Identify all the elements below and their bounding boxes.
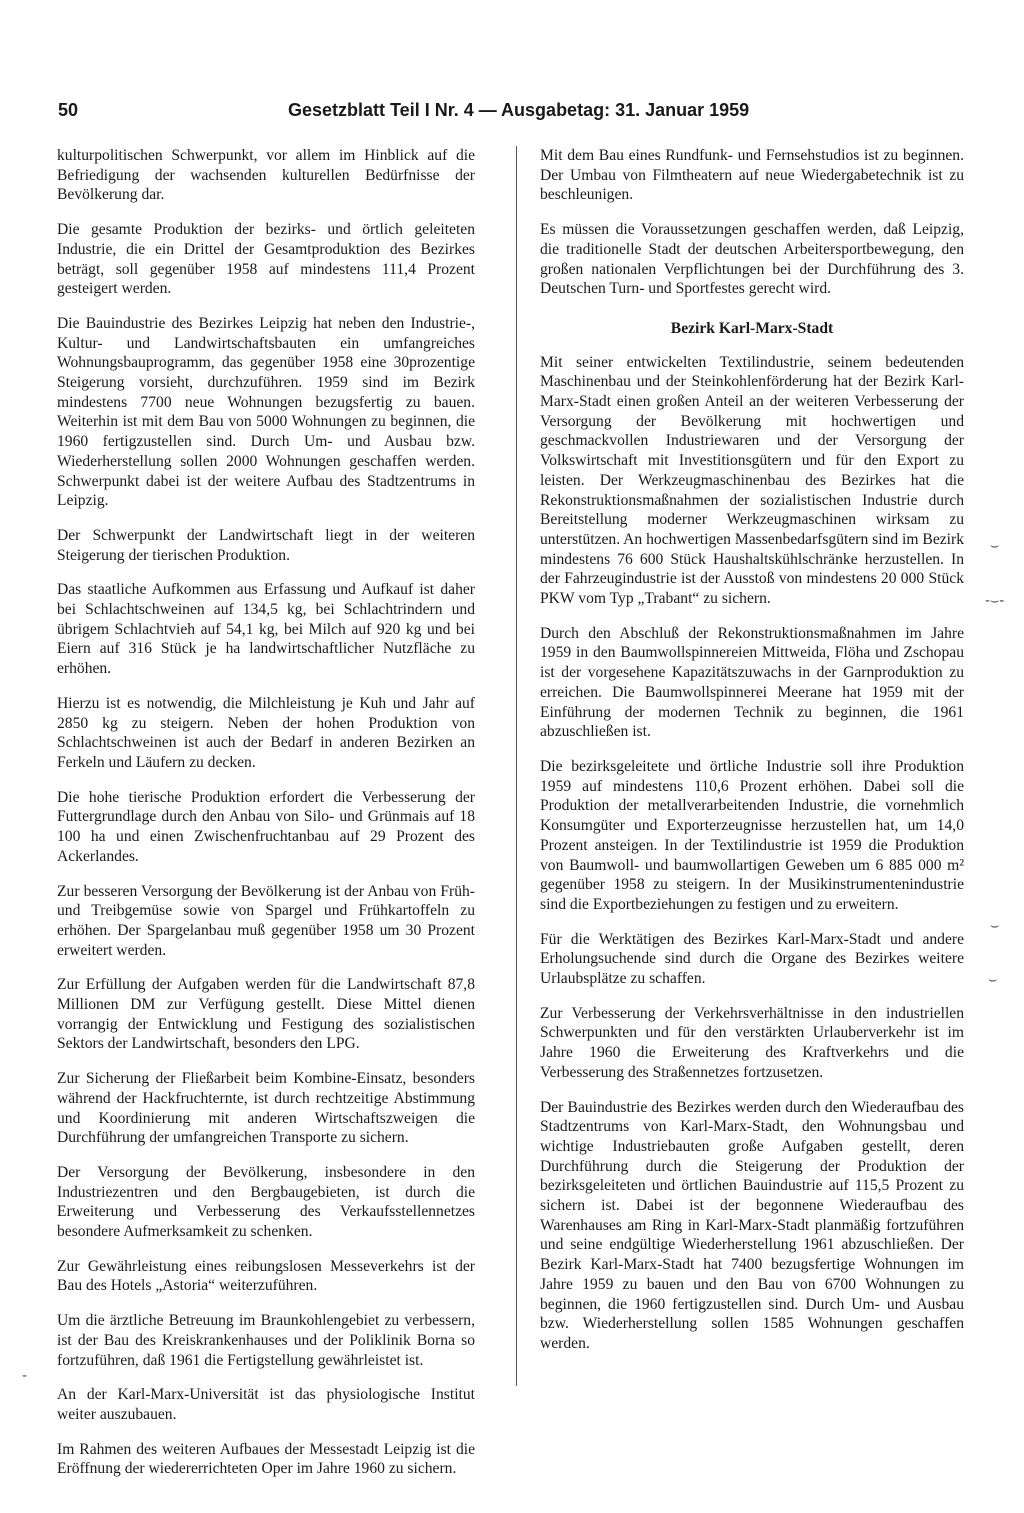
paragraph: Mit dem Bau eines Rundfunk- und Fernsehstudios ist zu beginnen. Der Umbau von Filmtheatern auf neue Wiedergabetechnik ist zu beschleunigen.: [540, 147, 964, 204]
right-column: [540, 146, 964, 1369]
paragraph: Im Rahmen des weiteren Aufbaues der Messestadt Leipzig ist die Eröffnung der wiedererrichteten Oper im Jahre 1960 zu sichern.: [57, 1440, 475, 1478]
paragraph: Es müssen die Voraussetzungen geschaffen werden, daß Leipzig, die traditionelle Stadt der deutschen Arbeitersportbewegung, den großen nationalen Verpflichtungen bei der Durchführung des 3. Deutschen Turn- und Sportfestes gerecht wird.: [540, 221, 964, 298]
column-divider: [516, 146, 517, 1386]
margin-mark: ⌣: [988, 972, 998, 988]
margin-mark: ⌣: [990, 538, 1000, 554]
margin-mark: -⌣-: [985, 593, 1005, 609]
margin-mark: -: [22, 1368, 28, 1384]
paragraph: Durch den Abschluß der Rekonstruktionsmaßnahmen im Jahre 1959 in den Baumwollspinnereien Mittweida, Flöha und Zschopau ist der vorgesehene Kapazitätszuwachs in der Garnproduktion zu erreichen. Die Baumwollspinnerei Meerane hat 1959 mit der Einführung der modernen Technik zu beginnen, die 1961 abzuschließen ist.: [540, 624, 964, 741]
section-heading: Bezirk Karl-Marx-Stadt: [670, 319, 834, 337]
page-number: 50: [58, 100, 79, 120]
paragraph: Das staatliche Aufkommen aus Erfassung und Aufkauf ist daher bei Schlachtschweinen auf 134,5 kg, bei Schlachtrindern und übrigem Schlachtvieh auf 54,1 kg, bei Milch auf 920 kg und bei Eiern auf 316 Stück je ha landwirtschaftlicher Nutzfläche zu erhöhen.: [57, 581, 475, 678]
paragraph: Der Bauindustrie des Bezirkes werden durch den Wiederaufbau des Stadtzentrums von Karl-Marx-Stadt, den Wohnungsbau und wichtige Industriebauten große Aufgaben gestellt, deren Durchführung durch die Steigerung der Produktion der bezirksgeleiteten und örtlichen Bauindustrie auf 115,5 Prozent zu sichern ist. Dabei ist der begonnene Wiederaufbau des Warenhauses am Ring in Karl-Marx-Stadt planmäßig fortzuführen und seine endgültige Wiederherstellung 1961 abzuschließen. Der Bezirk Karl-Marx-Stadt hat 7400 bezugsfertige Wohnungen im Jahre 1959 zu bauen und den Bau von 6700 Wohnungen zu beginnen, die 1960 fertigzustellen sind. Durch Um- und Ausbau bzw. Wiederherstellung sollen 1585 Wohnungen geschaffen werden.: [540, 1098, 964, 1352]
paragraph: Die Bauindustrie des Bezirkes Leipzig hat neben den Industrie-, Kultur- und Landwirtschaftsbauten ein umfangreiches Wohnungsbauprogramm, das gegenüber 1958 eine 30prozentige Steigerung vorsieht, durchzuführen. 1959 sind im Bezirk mindestens 7700 neue Wohnungen bezugsfertig zu bauen. Weiterhin ist mit dem Bau von 5000 Wohnungen zu beginnen, die 1960 fertigzustellen sind. Durch Um- und Ausbau bzw. Wiederherstellung sollen 2000 Wohnungen geschaffen werden. Schwerpunkt dabei ist der weitere Aufbau des Stadtzentrums in Leipzig.: [57, 314, 475, 510]
page-header: [58, 100, 968, 130]
paragraph: Die bezirksgeleitete und örtliche Industrie soll ihre Produktion 1959 auf mindestens 110,6 Prozent erhöhen. Dabei soll die Produktion der metallverarbeitenden Industrie, die vornehmlich Konsumgüter und Exporterzeugnisse herzustellen hat, um 14,0 Prozent ansteigen. In der Textilindustrie ist 1959 die Produktion von Baumwoll- und baumwollartigen Geweben um 6 885 000 m² gegenüber 1958 zu steigern. In der Musikinstrumentenindustrie sind die Exportbeziehungen zu festigen und zu erweitern.: [540, 757, 964, 913]
paragraph: Die gesamte Produktion der bezirks- und örtlich geleiteten Industrie, die ein Drittel der Gesamtproduktion des Bezirkes beträgt, soll gegenüber 1958 auf mindestens 111,4 Prozent gesteigert werden.: [57, 221, 475, 298]
paragraph: Die hohe tierische Produktion erfordert die Verbesserung der Futtergrundlage durch den Anbau von Silo- und Grünmais auf 18 100 ha und einen Zwischenfruchtanbau auf 29 Prozent des Ackerlandes.: [57, 788, 475, 865]
paragraph: Hierzu ist es notwendig, die Milchleistung je Kuh und Jahr auf 2850 kg zu steigern. Neben der hohen Produktion von Schlachtschweinen ist auch der Bedarf in anderen Bezirken an Ferkeln und Läufern zu decken.: [57, 694, 475, 771]
paragraph: Zur besseren Versorgung der Bevölkerung ist der Anbau von Früh- und Treibgemüse sowie von Spargel und Frühkartoffeln zu erhöhen. Der Spargelanbau muß gegenüber 1958 um 30 Prozent erweitert werden.: [57, 882, 475, 959]
paragraph: Um die ärztliche Betreuung im Braunkohlengebiet zu verbessern, ist der Bau des Kreiskrankenhauses und der Poliklinik Borna so fortzuführen, daß 1961 die Fertigstellung gewährleistet ist.: [57, 1312, 475, 1369]
paragraph: kulturpolitischen Schwerpunkt, vor allem im Hinblick auf die Befriedigung der wachsenden kulturellen Bedürfnisse der Bevölkerung dar.: [57, 147, 475, 204]
paragraph: Für die Werktätigen des Bezirkes Karl-Marx-Stadt und andere Erholungsuchende sind durch die Organe des Bezirkes weitere Urlaubsplätze zu schaffen.: [540, 930, 964, 988]
header-title: Gesetzblatt Teil I Nr. 4 — Ausgabetag: 31. Januar 1959: [288, 100, 750, 120]
paragraph: Zur Gewährleistung eines reibungslosen Messeverkehrs ist der Bau des Hotels „Astoria“ weiterzuführen.: [57, 1257, 475, 1295]
paragraph: Zur Erfüllung der Aufgaben werden für die Landwirtschaft 87,8 Millionen DM zur Verfügung gestellt. Diese Mittel dienen vorrangig der Entwicklung und Festigung des sozialistischen Sektors der Landwirtschaft, besonders den LPG.: [57, 976, 475, 1053]
paragraph: Der Versorgung der Bevölkerung, insbesondere in den Industriezentren und den Bergbaugebieten, ist durch die Erweiterung und Verbesserung des Verkaufsstellennetzes besondere Aufmerksamkeit zu schenken.: [57, 1163, 475, 1241]
paragraph: Zur Verbesserung der Verkehrsverhältnisse in den industriellen Schwerpunkten und für den verstärkten Urlauberverkehr ist im Jahre 1960 die Erweiterung des Kraftverkehrs und die Verbesserung des Straßennetzes fortzusetzen.: [540, 1004, 964, 1081]
paragraph: Zur Sicherung der Fließarbeit beim Kombine-Einsatz, besonders während der Hackfruchternte, ist durch rechtzeitige Abstimmung und Koordinierung mit anderen Wirtschaftszweigen die Durchführung der umfangreichen Transporte zu sichern.: [57, 1070, 475, 1147]
paragraph: Der Schwerpunkt der Landwirtschaft liegt in der weiteren Steigerung der tierischen Produktion.: [57, 526, 475, 564]
paragraph: Mit seiner entwickelten Textilindustrie, seinem bedeutenden Maschinenbau und der Steinkohlenförderung hat der Bezirk Karl-Marx-Stadt einen großen Anteil an der weiteren Verbesserung der Versorgung der Bevölkerung mit hochwertigen und geschmackvollen Industriewaren und der Versorgung der Volkswirtschaft mit Investitionsgütern und für den Export zu leisten. Der Werkzeugmaschinenbau des Bezirkes hat die Rekonstruktionsmaßnahmen der sozialistischen Industrie durch Bereitstellung moderner Werkzeugmaschinen wirksam zu unterstützen. An hochwertigen Massenbedarfsgütern sind im Bezirk mindestens 76 600 Stück Haushaltskühlschränke herzustellen. In der Fahrzeugindustrie ist der Ausstoß von mindestens 20 000 Stück PKW vom Typ „Trabant“ zu sichern.: [540, 353, 964, 608]
margin-mark: ⌣: [990, 918, 1000, 934]
left-column: [57, 146, 475, 1494]
paragraph: An der Karl-Marx-Universität ist das physiologische Institut weiter auszubauen.: [57, 1386, 475, 1423]
